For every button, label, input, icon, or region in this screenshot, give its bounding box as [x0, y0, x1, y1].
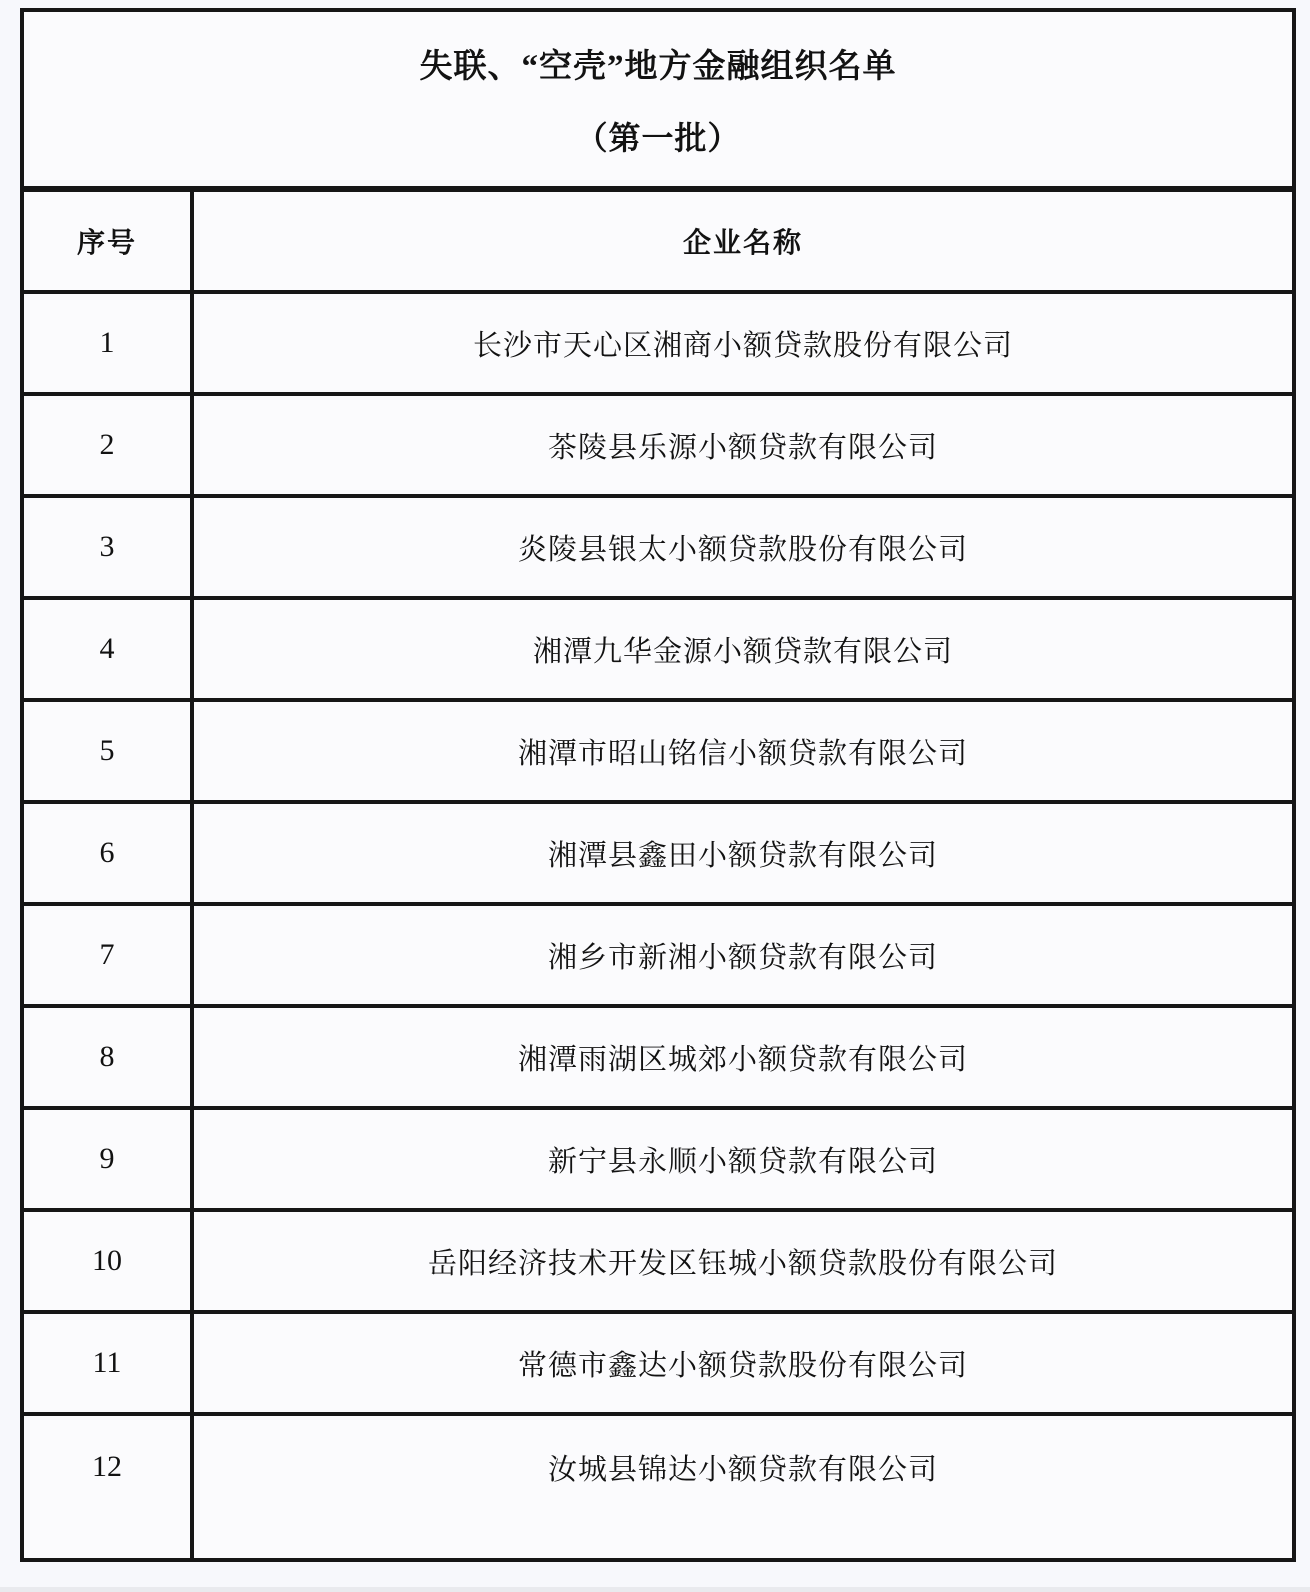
document-subtitle: （第一批）	[575, 119, 741, 156]
row-index-cell: 1	[24, 294, 194, 392]
row-index-cell: 12	[24, 1416, 194, 1518]
company-name-cell: 长沙市天心区湘商小额贷款股份有限公司	[472, 329, 1013, 362]
company-name-cell: 炎陵县银太小额贷款股份有限公司	[517, 533, 968, 566]
row-index-cell: 5	[24, 702, 194, 800]
table-row	[24, 498, 1292, 600]
table-row-partial	[24, 1518, 1292, 1558]
row-index-cell: 10	[24, 1212, 194, 1310]
company-name-cell: 汝城县锦达小额贷款有限公司	[547, 1453, 938, 1486]
header-index-cell: 序号	[24, 192, 194, 290]
table-header-row	[24, 192, 1292, 294]
company-name-cell: 湘潭市昭山铭信小额贷款有限公司	[517, 737, 968, 770]
row-index-cell: 4	[24, 600, 194, 698]
company-name-cell: 常德市鑫达小额贷款股份有限公司	[517, 1349, 968, 1382]
company-name-cell: 湘潭雨湖区城郊小额贷款有限公司	[517, 1043, 968, 1076]
row-index-cell: 8	[24, 1008, 194, 1106]
header-name-cell: 企业名称	[682, 228, 803, 259]
table-row	[24, 702, 1292, 804]
table-row	[24, 1212, 1292, 1314]
table-row	[24, 294, 1292, 396]
table-row	[24, 1008, 1292, 1110]
company-name-cell: 茶陵县乐源小额贷款有限公司	[547, 431, 938, 464]
company-name-cell	[194, 1518, 1292, 1558]
row-index-cell: 7	[24, 906, 194, 1004]
table-row	[24, 906, 1292, 1008]
table-row	[24, 1110, 1292, 1212]
company-name-cell: 湘潭九华金源小额贷款有限公司	[532, 635, 953, 668]
row-index-cell: 6	[24, 804, 194, 902]
document-title: 失联、“空壳”地方金融组织名单	[419, 48, 897, 85]
page-bottom-edge	[0, 1587, 1310, 1592]
row-index-cell	[24, 1518, 194, 1558]
company-name-cell: 湘乡市新湘小额贷款有限公司	[547, 941, 938, 974]
row-index-cell: 3	[24, 498, 194, 596]
row-index-cell: 2	[24, 396, 194, 494]
table-body	[24, 294, 1292, 1518]
table-row	[24, 396, 1292, 498]
table-row	[24, 1314, 1292, 1416]
company-name-cell: 岳阳经济技术开发区钰城小额贷款股份有限公司	[427, 1247, 1058, 1280]
row-index-cell: 11	[24, 1314, 194, 1412]
table-row	[24, 1416, 1292, 1518]
company-name-cell: 新宁县永顺小额贷款有限公司	[547, 1145, 938, 1178]
company-name-cell: 湘潭县鑫田小额贷款有限公司	[547, 839, 938, 872]
row-index-cell: 9	[24, 1110, 194, 1208]
document-table	[20, 8, 1296, 1562]
title-block	[24, 12, 1292, 192]
table-row	[24, 804, 1292, 906]
table-row	[24, 600, 1292, 702]
